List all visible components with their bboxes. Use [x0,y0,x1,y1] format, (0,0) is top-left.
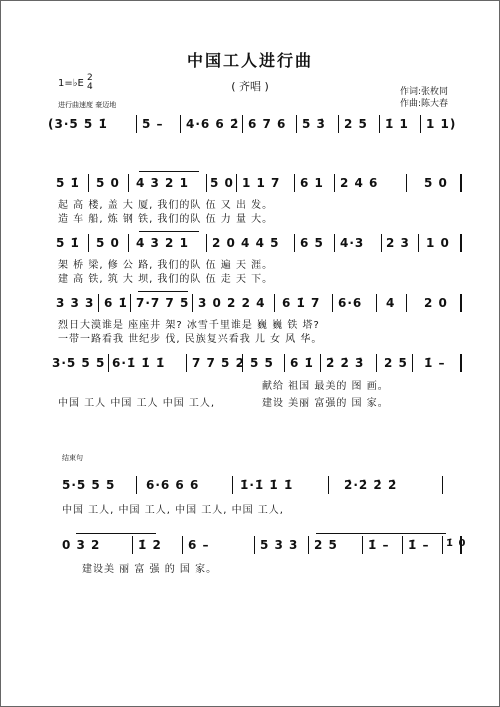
score-line-1 [46,115,466,135]
measure: 4 [386,296,396,310]
time-bottom: 4 [86,82,93,92]
score-line-6 [46,476,466,496]
measure: 2̇·2̇ 2̇ 2̇ [344,478,398,492]
lyric-line: 中国 工人 中国 工人 中国 工人, [58,398,216,409]
score-line-4 [46,294,466,314]
measure: 6 1̇ 7 [282,296,321,310]
measure: 1̇ – [368,538,390,552]
measure: 1̇ – [408,538,430,552]
composer-credit: 作曲:陈大春 [400,99,449,109]
measure: 5 0 [210,176,234,190]
lyric-line: 建设美 丽 富 强 的 国 家。 [82,564,218,575]
score-line-7 [46,536,466,556]
measure: 1̇ 0 [446,538,467,549]
measure: 4 3 2 1 [136,176,189,190]
measure: 5·5 5 5 [62,478,116,492]
time-top: 2 [86,73,93,83]
measure: 6 – [188,538,210,552]
measure: 6·6 6 6 [146,478,200,492]
lyricist-credit: 作词:张枚同 [400,87,449,97]
measure: 2̇ 2̇ 3̇ [326,356,365,370]
measure: 3 0 2 2 4 [198,296,266,310]
lyric-line: 献给 祖国 最美的 图 画。 [262,381,389,392]
measure: 3·5 5 5 [52,356,106,370]
key-flat: ♭E [72,78,84,89]
song-title: 中国工人进行曲 [186,51,313,70]
measure: 5 1̇ [56,176,80,190]
measure: 6·6 [338,296,363,310]
measure: 5 3̇ [302,117,326,131]
measure: 2 4 6 [340,176,379,190]
score-line-3 [46,234,466,254]
measure: 2 5 [344,117,368,131]
measure: 4·3 [340,236,365,250]
measure: 1̇ 2 [138,538,162,552]
measure: 5 0 [424,176,448,190]
measure: 2 5 [384,356,408,370]
lyric-line: 架 桥 梁, 修 公 路, 我们的队 伍 遍 天 涯。 [58,260,274,271]
tempo-marking: 进行曲速度 豪迈地 [58,101,117,109]
measure: 5 0 [96,236,120,250]
time-signature [87,74,93,92]
measure: 5 0 [96,176,120,190]
measure: 6 1 [300,176,324,190]
measure: 5 3 3 [260,538,299,552]
measure: 7·7 7 5 [136,296,190,310]
measure: 4·6 6 2̇ [186,117,240,131]
measure: 7 7 5 2 [192,356,245,370]
score-line-5 [46,354,466,374]
lyric-line: 起 高 楼, 盖 大 厦, 我们的队 伍 又 出 发。 [58,200,274,211]
song-subtitle: ( 齐唱 ) [231,80,269,93]
measure: 1 1) [426,117,457,131]
measure: 6 5 [300,236,324,250]
measure: 4 3 2 1 [136,236,189,250]
lyric-line: 烈日大漠谁是 座座井 架? 冰雪千里谁是 巍 巍 铁 塔? [58,320,320,331]
measure: 0 3 2 [62,538,101,552]
measure: 1 1 7 [242,176,281,190]
measure: 5 1̇ [56,236,80,250]
key-prefix: 1= [58,78,73,89]
measure: (3·5 5 1̇ [48,117,108,131]
key-signature [58,74,93,92]
coda-label: 结束句 [62,454,83,462]
measure: 2 3 [386,236,410,250]
score-line-2 [46,174,466,194]
measure: 1 0 [426,236,450,250]
measure: 1̇ 1 [385,117,409,131]
measure: 1̇ – [424,356,446,370]
measure: 6 7 6 [248,117,287,131]
measure: 2 0 4 4 5 [212,236,280,250]
measure: 1̇·1̇ 1̇ 1̇ [240,478,294,492]
lyric-line: 造 车 船, 炼 钢 铁, 我们的队 伍 力 量 大。 [58,214,274,225]
measure: 6·1̇ 1̇ 1̇ [112,356,166,370]
lyric-line: 中国 工人, 中国 工人, 中国 工人, 中国 工人, [62,505,284,516]
measure: 6 1̇ [104,296,128,310]
lyric-line: 建设 美丽 富强的 国 家。 [262,398,389,409]
measure: 6 1̇ [290,356,314,370]
measure: 5 – [142,117,164,131]
measure: 2 0 [424,296,448,310]
lyric-line: 建 高 铁, 筑 大 坝, 我们的队 伍 走 天 下。 [58,274,274,285]
measure: 5 5 [250,356,274,370]
measure: 2 5 [314,538,338,552]
measure: 3 3 3 [56,296,95,310]
lyric-line: 一带一路看我 世纪步 伐, 民族复兴看我 儿 女 风 华。 [58,334,323,345]
